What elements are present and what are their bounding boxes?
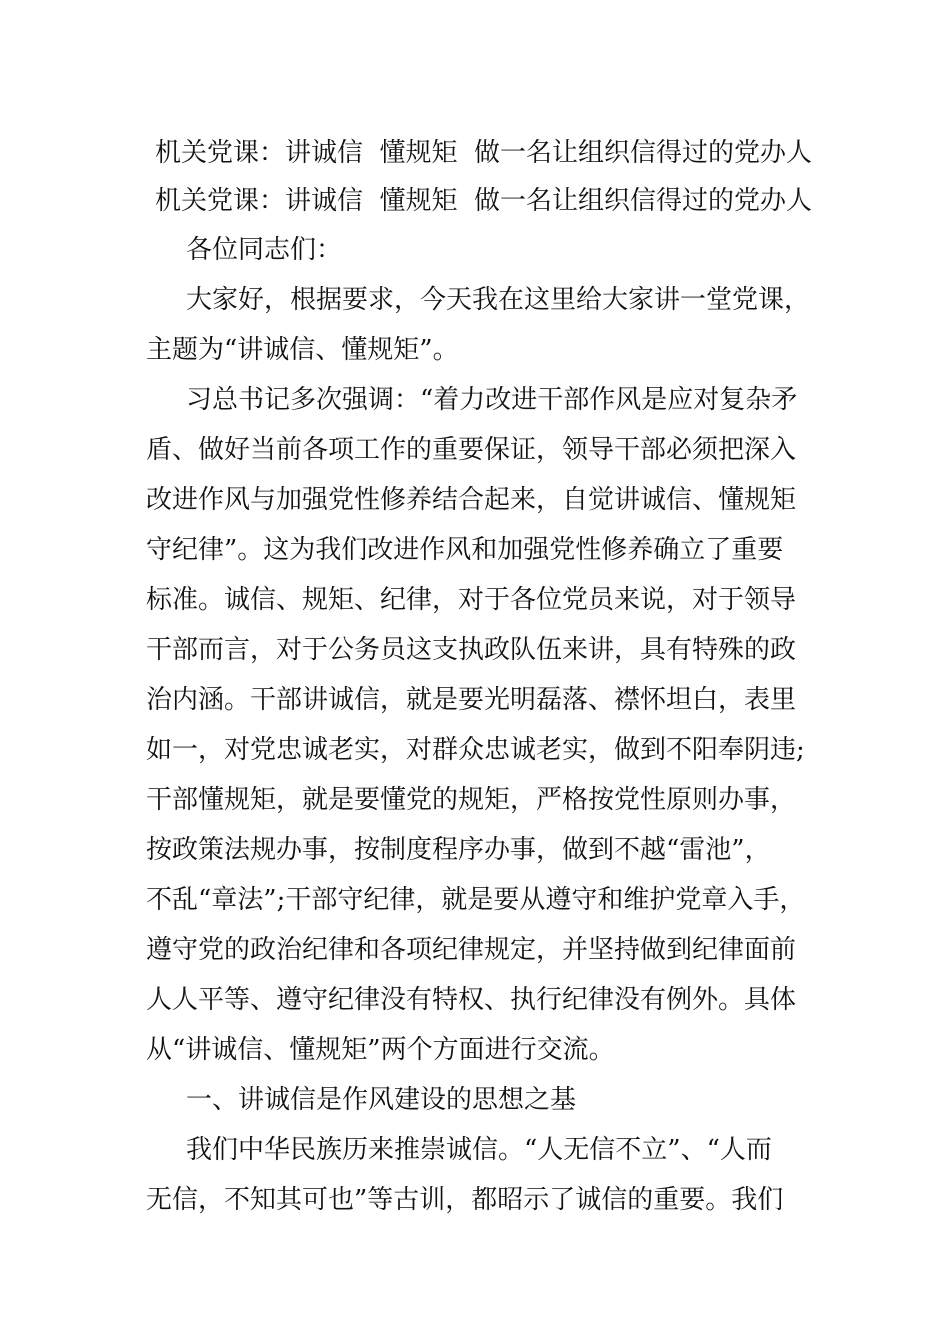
body-line-17: 我们中华民族历来推崇诚信。“人无信不立”、“人而 xyxy=(186,1135,772,1165)
body-line-11: 干部懂规矩，就是要懂党的规矩，严格按党性原则办事， xyxy=(146,785,797,815)
section-heading-1: 一、讲诚信是作风建设的思想之基 xyxy=(186,1085,577,1115)
body-line-9: 治内涵。干部讲诚信，就是要光明磊落、襟怀坦白，表里 xyxy=(146,685,797,715)
body-line-7: 标准。诚信、规矩、纪律，对于各位党员来说，对于领导 xyxy=(146,585,797,615)
body-line-4: 盾、做好当前各项工作的重要保证，领导干部必须把深入 xyxy=(146,435,797,465)
body-line-15: 人人平等、遵守纪律没有特权、执行纪律没有例外。具体 xyxy=(146,985,797,1015)
document-title-line-2: 机关党课：讲诚信 懂规矩 做一名让组织信得过的党办人 xyxy=(155,186,813,216)
body-line-18: 无信，不知其可也”等古训，都昭示了诚信的重要。我们 xyxy=(146,1185,784,1215)
salutation: 各位同志们： xyxy=(186,235,343,265)
body-line-13: 不乱“章法”;干部守纪律，就是要从遵守和维护党章入手， xyxy=(146,885,806,915)
body-line-3: 习总书记多次强调：“着力改进干部作风是应对复杂矛 xyxy=(186,385,798,415)
body-line-12: 按政策法规办事，按制度程序办事，做到不越“雷池”， xyxy=(146,835,771,865)
body-line-10: 如一，对党忠诚老实，对群众忠诚老实，做到不阳奉阴违; xyxy=(146,735,805,765)
body-line-6: 守纪律”。这为我们改进作风和加强党性修养确立了重要 xyxy=(146,535,784,565)
body-line-5: 改进作风与加强党性修养结合起来，自觉讲诚信、懂规矩 xyxy=(146,485,797,515)
body-line-8: 干部而言，对于公务员这支执政队伍来讲，具有特殊的政 xyxy=(146,635,797,665)
body-line-1: 大家好，根据要求，今天我在这里给大家讲一堂党课， xyxy=(186,285,811,315)
body-line-14: 遵守党的政治纪律和各项纪律规定，并坚持做到纪律面前 xyxy=(146,935,797,965)
body-line-2: 主题为“讲诚信、懂规矩”。 xyxy=(146,335,459,365)
document-title-line-1: 机关党课：讲诚信 懂规矩 做一名让组织信得过的党办人 xyxy=(155,138,813,168)
body-line-16: 从“讲诚信、懂规矩”两个方面进行交流。 xyxy=(146,1035,615,1065)
